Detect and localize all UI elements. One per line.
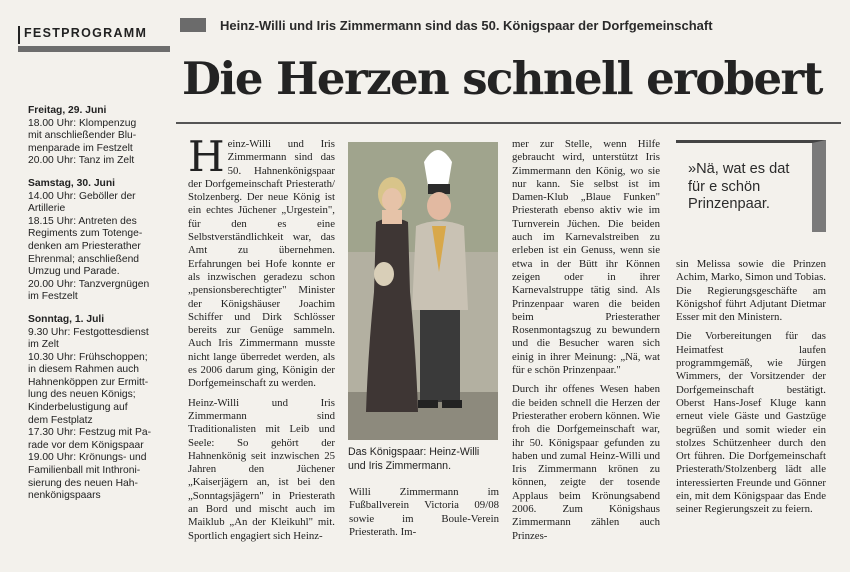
schedule-line: 20.00 Uhr: Tanz im Zelt xyxy=(28,155,135,167)
schedule-line: 9.30 Uhr: Festgottesdienst xyxy=(28,326,149,338)
schedule-line: rade vor dem Königspaar xyxy=(28,439,144,451)
schedule-line: Kinderbelustigung auf xyxy=(28,402,128,414)
article-paragraph: einz-Willi und Iris Zimmermann sind das 50. Hahnenkönigspaar der Dorfgemeinschaft Priesterath/ Stolzenberg. Der neue König ist ein echtes Jüchener „Urgestein", für den es eine Selbstverständlichkeit war, das Amt zu übernehmen. Erfahrungen bei Hofe konnte er als inzwischen geradezu schon „pensionsberechtigter" Minister der Königshäuser Joachim Schiffer und Dirk Schlösser bereits zur Genüge sammeln. Auch Iris Zimmermann musste nicht lange überredet werden, als es 2006 darum ging, Königin der Dorfgemeinschaft zu werden. xyxy=(188,138,335,390)
schedule-line: im Zelt xyxy=(28,339,59,351)
schedule-line: dem Festplatz xyxy=(28,414,93,426)
headline-rule xyxy=(176,122,841,124)
schedule-line: 14.00 Uhr: Geböller der xyxy=(28,190,136,202)
article-column-1 xyxy=(188,132,335,549)
couple-illustration xyxy=(348,142,498,440)
quote-line: Prinzenpaar. xyxy=(688,196,770,212)
article-column-2: Willi Zimmermann im Fußballverein Victoria 09/08 sowie im Boule-Verein Priesterath. Im- xyxy=(349,486,499,538)
schedule-line: denken am Priesterather xyxy=(28,240,141,252)
sidebar-title: FESTPROGRAMM xyxy=(18,26,173,44)
schedule-day xyxy=(28,105,178,168)
schedule-line: Regiments zum Totenge- xyxy=(28,228,143,240)
schedule-line: in diesem Rahmen auch xyxy=(28,364,140,376)
quote-line: »Nä, wat es dat xyxy=(688,161,790,177)
schedule-line: menparade im Festzelt xyxy=(28,142,133,154)
caption-line: Das Königspaar: Heinz-Willi xyxy=(348,446,480,458)
schedule-line: Ehrenmal; anschließend xyxy=(28,253,140,265)
schedule-line: Hahnenköppen zur Ermitt- xyxy=(28,376,149,388)
festprogramm-sidebar xyxy=(18,20,173,560)
schedule-line: 20.00 Uhr: Tanzvergnügen xyxy=(28,278,150,290)
kicker-bar xyxy=(180,18,206,32)
article-paragraph: Durch ihr offenes Wesen haben die beiden schnell die Herzen der Priesterather erobern können. Wie froh die Dorfgemeinschaft war, ihr 50. Königspaar gefunden zu haben und zumal Heinz-Willi und Iris Zimmermann krönen zu können, zeigte der tosende Applaus beim Krönungsabend 2006. Zum Königshaus Zimmermann zählen auch Prinzes- xyxy=(512,383,660,542)
photo-caption xyxy=(348,446,500,473)
caption-line: und Iris Zimmermann. xyxy=(348,459,452,472)
schedule-day-title: Freitag, 29. Juni xyxy=(28,105,107,116)
article-paragraph: mer zur Stelle, wenn Hilfe gebraucht wird, unterstützt Iris Zimmermann den König, wo sie nur kann. Sie selbst ist im Damen-Klub „Blaue Funken" Priesterath ebenso aktiv wie im Turnverein Jüchen. Die beiden auch im Karnevalstreiben zu erleben ist ein Genuss, wenn sie etwa in der Bütt ihr Können zeigen oder in ihrer Karnevalstruppe tätig sind. Als Prinzenpaar waren die beiden beim Priesterather Rosenmontagszug zu bewundern und die Besucher waren sich einig in ihrer Meinung: „Nä, wat für e schön Prinzenpaar." xyxy=(512,138,660,377)
schedule-line: nenkönigspaars xyxy=(28,490,101,502)
schedule-line: Umzug und Parade. xyxy=(28,266,120,278)
pull-quote xyxy=(676,140,826,232)
schedule-line: mit anschließender Blu- xyxy=(28,130,137,142)
article-column-4 xyxy=(676,258,826,523)
schedule-line: Familienball mit Inthroni- xyxy=(28,465,141,477)
kicker-text: Heinz-Willi und Iris Zimmermann sind das 50. Königspaar der Dorfgemeinschaft xyxy=(220,18,713,33)
schedule-day xyxy=(28,314,178,503)
sidebar-rule xyxy=(18,46,170,52)
quote-line: für e schön xyxy=(688,178,761,195)
schedule-day xyxy=(28,178,178,304)
schedule-line: 18.15 Uhr: Antreten des xyxy=(28,215,137,227)
schedule-line: Artillerie xyxy=(28,203,66,215)
schedule-line: 17.30 Uhr: Festzug mit Pa- xyxy=(28,427,152,439)
article-paragraph: Die Vorbereitungen für das Heimatfest laufen programmgemäß, wie Jürgen Wimmers, der Vorsitzender der Dorfgemeinschaft bestätigt. Oberst Hans-Josef Kluge kann erneut viele Gäste und Gastzüge begrüßen und somit wieder ein stolzes Schützenheer durch den Ort führen. Die Dorfgemeinschaft Priesterath/Stolzenberg lädt alle interessierten Freunde und Gönner ein, mit dem Königspaar das Ende seiner Regierungszeit zu feiern. xyxy=(676,330,826,516)
headline: Die Herzen schnell erobert xyxy=(182,52,822,105)
schedule-day-title: Samstag, 30. Juni xyxy=(28,177,115,189)
schedule-line: sierung des neuen Hah- xyxy=(28,477,138,489)
article-paragraph: sin Melissa sowie die Prinzen Achim, Marko, Simon und Tobias. Die Regierungsgeschäfte am Königshof führt Adjutant Dietmar Esser mit den Ministern. xyxy=(676,258,826,324)
schedule-line: 19.00 Uhr: Krönungs- und xyxy=(28,452,147,464)
kicker-line xyxy=(180,14,830,38)
schedule-line: 18.00 Uhr: Klompenzug xyxy=(28,117,137,129)
article-paragraph: Heinz-Willi und Iris Zimmermann sind Traditionalisten mit Leib und Seele: So gehört der Hahnenkönig seit inzwischen 25 Jahren den Jüchener „Kaiserjägern an, ist bei den „Sonntagsjägern" in Priesterath an Bord und mischt auch im Maiklub „An der Kleikuhl" mit. Sportlich engagiert sich Heinz- xyxy=(188,396,335,542)
schedule-line: im Festzelt xyxy=(28,291,78,303)
schedule-line: 10.30 Uhr: Frühschoppen; xyxy=(28,351,148,363)
dropcap: H xyxy=(188,132,225,181)
sidebar-schedule xyxy=(28,105,178,513)
schedule-line: lung des neuen Königs; xyxy=(28,389,136,401)
schedule-day-title: Sonntag, 1. Juli xyxy=(28,313,105,325)
article-column-3 xyxy=(512,138,660,549)
royal-couple-photo xyxy=(348,142,498,440)
